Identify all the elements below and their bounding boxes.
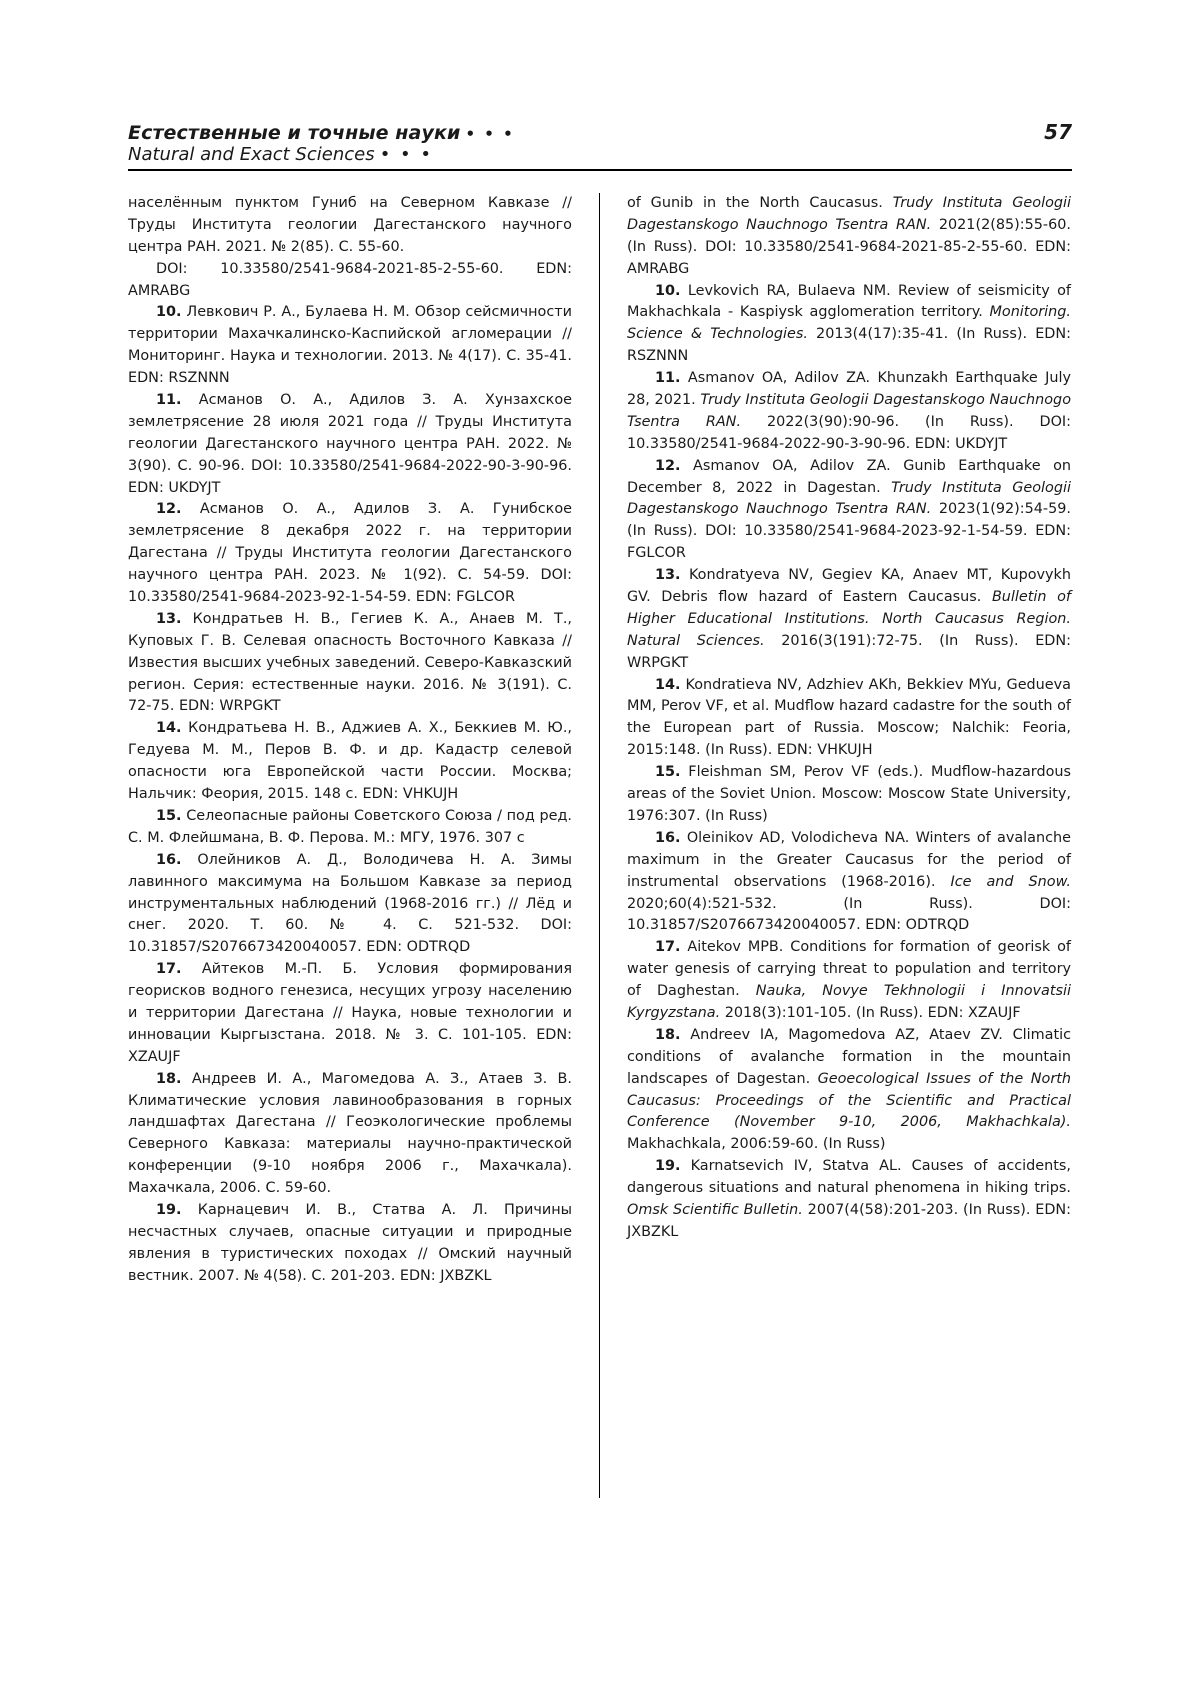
reference-item [128,959,572,1068]
reference-text: Асманов О. А., Адилов З. А. Гунибское землетрясение 8 декабря 2022 г. на территории Дагестана // Труды Института геологии Дагестанского научного центра РАН. 2023. № 1(92). С. 54-59. DOI: 10.33580/2541-9684-2023-92-1-54-59. EDN: FGLCOR [128,501,572,606]
reference-text: Айтеков М.-П. Б. Условия формирования георисков водного генезиса, несущих угрозу населению и территории Дагестана // Наука, новые технологии и инновации Кыргызстана. 2018. № 3. С. 101-105. EDN: XZAUJF [128,961,572,1065]
continued-text-part2: 2021(2(85):55-60. (In Russ). DOI: 10.33580/2541-9684-2021-85-2-55-60. EDN: AMRABG [627,216,1072,277]
reference-number: 10. [655,282,681,299]
reference-text: Асманов О. А., Адилов З. А. Хунзахское землетрясение 28 июля 2021 года // Труды Института геологии Дагестанского научного центра РАН. 2022. № 3(90). С. 90-96. DOI: 10.33580/2541-9684-2022-90-3-90-96. EDN: UKDYJT [128,392,572,496]
reference-item [627,456,1071,565]
header-title-english-row [128,144,1072,165]
reference-journal-title: Geoecological Issues of the North Caucasus: Proceedings of the Scientific and Practical Conference (November 9-10, 2006, Makhachkala). [627,1070,1072,1131]
reference-number: 13. [156,610,182,627]
reference-item [128,850,572,959]
reference-text: Селеопасные районы Советского Союза / под ред. С. М. Флейшмана, В. Ф. Перова. М.: МГУ, 1976. 307 с [128,807,572,846]
reference-item [128,718,572,806]
reference-text: Oleinikov AD, Volodicheva NA. Winters of avalanche maximum in the Greater Caucasus for the period of instrumental observations (1968-2016). [627,829,1071,890]
reference-number: 14. [655,676,681,693]
reference-item [627,368,1071,456]
reference-text: Карнацевич И. В., Статва А. Л. Причины несчастных случаев, опасные ситуации и природные явления в туристических походах // Омский научный вестник. 2007. № 4(58). С. 201-203. EDN: JXBZKL [128,1201,572,1284]
reference-number: 13. [655,567,681,584]
reference-text-tail: 2016(3(191):72-75. (In Russ). EDN: WRPGKT [627,632,1071,671]
reference-text: Levkovich RA, Bulaeva NM. Review of seismicity of Makhachkala - Kaspiysk agglomeration territory. [627,282,1071,321]
reference-number: 17. [655,939,681,956]
reference-text: Fleishman SM, Perov VF (eds.). Mudflow-hazardous areas of the Soviet Union. Moscow: Moscow State University, 1976:307. (In Russ) [627,764,1071,824]
reference-item [128,1200,572,1288]
reference-text: Kondratyeva NV, Gegiev KA, Anaev MT, Kupovykh GV. Debris flow hazard of Eastern Caucasus. [627,567,1071,606]
reference-item [128,609,572,718]
reference-item [128,1069,572,1200]
reference-number: 11. [655,370,681,387]
header-dots-ru: • • • [465,125,515,143]
reference-item [627,565,1071,674]
reference-item [627,937,1071,1025]
reference-journal-title: Trudy Instituta Geologii Dagestanskogo Nauchnogo Tsentra RAN. [627,392,1071,430]
reference-text: Левкович Р. А., Булаева Н. М. Обзор сейсмичности территории Махачкалинско-Каспийской агломерации // Мониторинг. Наука и технологии. 2013. № 4(17). С. 35-41. EDN: RSZNNN [128,304,573,387]
left-column-russian-references [128,193,586,1498]
continued-reference-text: населённым пунктом Гуниб на Северном Кавказе // Труды Института геологии Дагестанского научного центра РАН. 2021. № 2(85). С. 55-60. [128,195,572,255]
reference-number: 19. [156,1201,182,1218]
header-dots-en: • • • [379,144,433,165]
reference-text: Kondratieva NV, Adzhiev AKh, Bekkiev MYu, Gedueva MM, Perov VF, et al. Mudflow hazard cadastre for the south of the European part of Russia. Moscow; Nalchik: Feoria, 2015:148. (In Russ). EDN: VHKUJH [627,676,1071,759]
reference-journal-title: Omsk Scientific Bulletin. [627,1201,803,1218]
reference-text-tail: 2007(4(58):201-203. (In Russ). EDN: JXBZKL [627,1201,1072,1240]
reference-text: Asmanov OA, Adilov ZA. Gunib Earthquake on December 8, 2022 in Dagestan. [627,457,1072,496]
journal-section-title-ru: Естественные и точные науки [128,122,461,144]
reference-journal-title: Nauka, Novye Tekhnologii i Innovatsii Kyrgyzstana. [627,983,1071,1021]
reference-number: 19. [655,1158,681,1175]
reference-text: Олейников А. Д., Володичева Н. А. Зимы лавинного максимума на Большом Кавказе за период инструментальных наблюдений (1968-2016 гг.) // Лёд и снег. 2020. Т. 60. № 4. С. 521-532. DOI: 10.31857/S2076673420040057. EDN: ODTRQD [128,851,572,956]
reference-text-tail: 2018(3):101-105. (In Russ). EDN: XZAUJF [720,1004,1021,1021]
page-header [128,120,1072,171]
reference-number: 12. [655,457,681,474]
reference-journal-title: Trudy Instituta Geologii Dagestanskogo Nauchnogo Tsentra RAN. [627,479,1071,518]
reference-item [627,1025,1071,1156]
reference-text: Кондратьева Н. В., Аджиев А. Х., Беккиев М. Ю., Гедуева М. М., Перов В. Ф. и др. Кадастр селевой опасности юга Европейской части России. Москва; Нальчик: Феория, 2015. 148 с. EDN: VHKUJH [128,720,572,803]
reference-number: 12. [156,501,182,518]
reference-text-tail: 2013(4(17):35-41. (In Russ). EDN: RSZNNN [627,326,1071,365]
reference-item [627,675,1071,763]
reference-text-tail: 2023(1(92):54-59. (In Russ). DOI: 10.33580/2541-9684-2023-92-1-54-59. EDN: FGLCOR [627,501,1072,562]
reference-journal-title: Monitoring. Science & Technologies. [627,304,1071,343]
continued-journal-title: Trudy Instituta Geologii Dagestanskogo Nauchnogo Tsentra RAN. [627,195,1072,233]
reference-item [627,281,1071,369]
reference-number: 10. [156,304,182,321]
reference-number: 17. [156,961,182,978]
reference-number: 14. [156,720,182,737]
reference-number: 15. [655,764,681,781]
reference-number: 15. [156,807,182,824]
reference-item [128,390,572,499]
reference-item [128,302,572,390]
journal-section-title-en: Natural and Exact Sciences [128,144,375,165]
reference-number: 16. [156,851,182,868]
reference-journal-title: Ice and Snow. [950,873,1071,890]
reference-text: Karnatsevich IV, Statva AL. Causes of accidents, dangerous situations and natural phenomena in hiking trips. [627,1158,1071,1197]
reference-text: Asmanov OA, Adilov ZA. Khunzakh Earthquake July 28, 2021. [627,370,1072,409]
reference-text: Андреев И. А., Магомедова А. З., Атаев З. В. Климатические условия лавинообразования в горных ландшафтах Дагестана // Геоэкологические проблемы Северного Кавказа: материалы научно-практической конференции (9-10 ноября 2006 г., Махачкала). Махачкала, 2006. С. 59-60. [128,1070,572,1197]
reference-item [627,762,1071,828]
reference-number: 16. [655,829,681,846]
reference-item [128,806,572,850]
reference-number: 18. [156,1070,182,1087]
reference-item [627,828,1071,937]
continued-reference-doi: DOI: 10.33580/2541-9684-2021-85-2-55-60. EDN: AMRABG [128,260,572,299]
reference-text: Кондратьев Н. В., Гегиев К. А., Анаев М. Т., Куповых Г. В. Селевая опасность Восточного Кавказа // Известия высших учебных заведений. Северо-Кавказский регион. Серия: естественные науки. 2016. № 3(191). С. 72-75. EDN: WRPGKT [128,610,572,715]
reference-text-tail: 2020;60(4):521-532. (In Russ). DOI: 10.31857/S2076673420040057. EDN: ODTRQD [627,895,1071,934]
two-column-body [128,193,1072,1498]
header-divider [128,169,1072,171]
continued-reference-text-en [627,193,1071,281]
column-divider [599,193,600,1498]
reference-item [128,499,572,608]
reference-text: Andreev IA, Magomedova AZ, Ataev ZV. Climatic conditions of avalanche formation in the mountain landscapes of Dagestan. [627,1026,1072,1087]
reference-text-tail: Makhachkala, 2006:59-60. (In Russ) [627,1136,886,1153]
reference-journal-title: Bulletin of Higher Educational Institutions. North Caucasus Region. Natural Sciences. [627,589,1071,649]
continued-text-part1: of Gunib in the North Caucasus. [627,195,893,211]
reference-number: 18. [655,1026,681,1043]
page-number: 57 [1044,120,1072,144]
reference-item [627,1156,1071,1244]
reference-number: 11. [156,392,182,409]
reference-text-tail: 2022(3(90):90-96. (In Russ). DOI: 10.33580/2541-9684-2022-90-3-90-96. EDN: UKDYJT [627,413,1071,452]
right-column-english-references [613,193,1071,1498]
reference-text: Aitekov MPB. Conditions for formation of georisk of water genesis of carrying threat to population and territory of Daghestan. [627,939,1072,1000]
